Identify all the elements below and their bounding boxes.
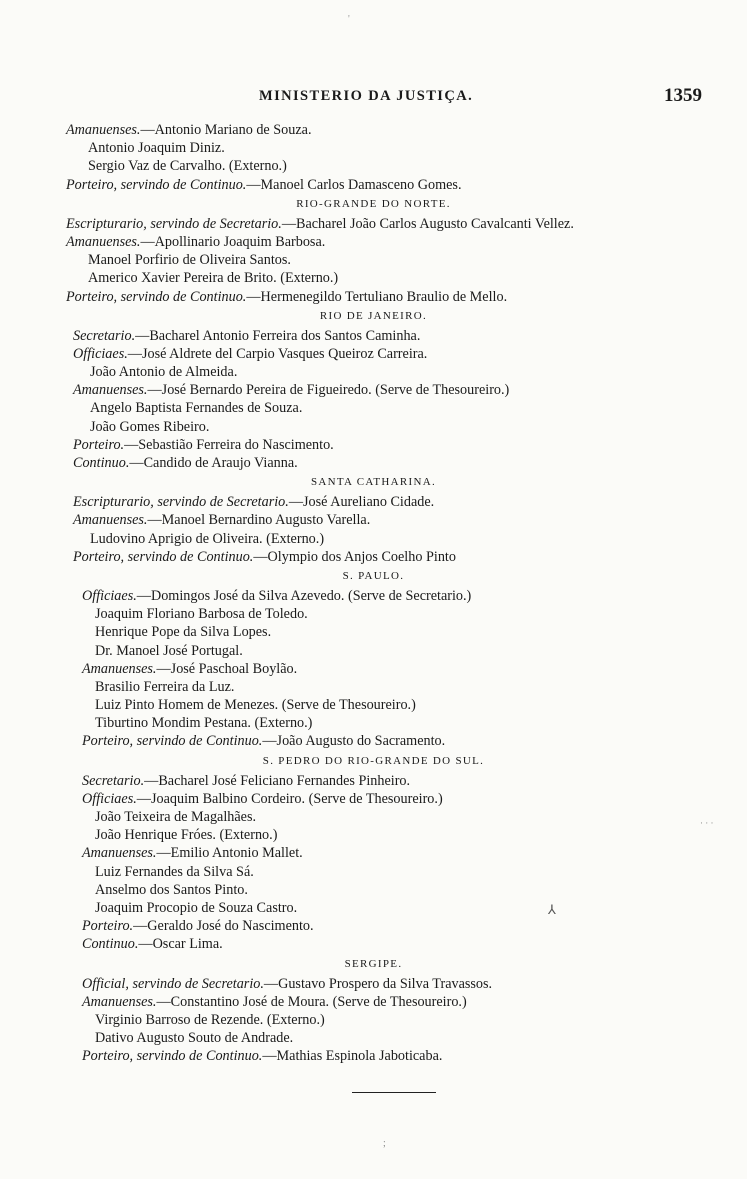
roster-line: Americo Xavier Pereira de Brito. (Externo.) bbox=[88, 270, 339, 287]
roster-line: Brasilio Ferreira da Luz. bbox=[95, 678, 235, 695]
roster-line: Continuo.—Candido de Araujo Vianna. bbox=[73, 455, 298, 471]
section-heading: S. PAULO. bbox=[342, 569, 405, 582]
roster-line: Porteiro, servindo de Continuo.—Olympio dos Anjos Coelho Pinto bbox=[73, 548, 456, 565]
section-heading: RIO-GRANDE DO NORTE. bbox=[296, 197, 451, 210]
roster-line: Secretario.—Bacharel Antonio Ferreira dos Santos Caminha. bbox=[73, 327, 421, 344]
roster-line: Tiburtino Mondim Pestana. (Externo.) bbox=[95, 715, 313, 732]
roster-line: Henrique Pope da Silva Lopes. bbox=[95, 624, 272, 641]
roster-line: Porteiro, servindo de Continuo.—Mathias Espinola Jaboticaba. bbox=[82, 1048, 443, 1065]
roster-line: Ludovino Aprigio de Oliveira. (Externo.) bbox=[90, 530, 325, 547]
roster-line: Virginio Barroso de Rezende. (Externo.) bbox=[95, 1011, 325, 1028]
section-heading: SANTA CATHARINA. bbox=[310, 476, 437, 489]
roster-line: Joaquim Floriano Barbosa de Toledo. bbox=[95, 606, 308, 623]
roster-line: João Gomes Ribeiro. bbox=[90, 418, 210, 435]
print-speck: ⅄ bbox=[548, 902, 556, 917]
print-speck: ' bbox=[348, 14, 350, 25]
page-title: MINISTERIO DA JUSTIÇA. bbox=[259, 88, 474, 104]
roster-line: Amanuenses.—Antonio Mariano de Souza. bbox=[66, 122, 312, 138]
roster-line: Sergio Vaz de Carvalho. (Externo.) bbox=[88, 158, 287, 175]
roster-line: Dr. Manoel José Portugal. bbox=[95, 642, 243, 659]
roster-line: Amanuenses.—Emilio Antonio Mallet. bbox=[82, 845, 303, 862]
roster-line: Dativo Augusto Souto de Andrade. bbox=[95, 1030, 294, 1047]
roster-line: Manoel Porfirio de Oliveira Santos. bbox=[88, 252, 291, 269]
roster-line: Officiaes.—Domingos José da Silva Azevedo. (Serve de Secretario.) bbox=[82, 587, 472, 604]
roster-line: João Antonio de Almeida. bbox=[90, 364, 238, 381]
page-header bbox=[0, 85, 747, 112]
page-number: 1359 bbox=[664, 85, 702, 106]
roster-line: Antonio Joaquim Diniz. bbox=[88, 140, 225, 157]
roster-line: Officiaes.—José Aldrete del Carpio Vasques Queiroz Carreira. bbox=[73, 345, 428, 362]
roster-line: Continuo.—Oscar Lima. bbox=[82, 936, 223, 953]
section-heading: RIO DE JANEIRO. bbox=[319, 309, 428, 322]
roster-line: Official, servindo de Secretario.—Gustavo Prospero da Silva Travassos. bbox=[82, 975, 493, 992]
section-heading: SERGIPE. bbox=[344, 957, 403, 970]
print-speck: · · · bbox=[700, 818, 714, 828]
roster-line: Luiz Pinto Homem de Menezes. (Serve de Thesoureiro.) bbox=[95, 697, 416, 714]
roster-line: João Teixeira de Magalhães. bbox=[95, 809, 257, 825]
roster-line: Amanuenses.—José Paschoal Boylão. bbox=[82, 660, 298, 677]
roster-line: Angelo Baptista Fernandes de Souza. bbox=[90, 400, 303, 417]
roster-line: Porteiro, servindo de Continuo.—Manoel Carlos Damasceno Gomes. bbox=[66, 176, 462, 193]
roster-line: Porteiro.—Sebastião Ferreira do Nascimento. bbox=[73, 436, 334, 453]
roster-line: Amanuenses.—Constantino José de Moura. (Serve de Thesoureiro.) bbox=[82, 993, 467, 1010]
roster-line: Porteiro.—Geraldo José do Nascimento. bbox=[82, 918, 314, 935]
roster-line: Amanuenses.—Manoel Bernardino Augusto Varella. bbox=[73, 512, 371, 529]
roster-line: Escripturario, servindo de Secretario.—José Aureliano Cidade. bbox=[73, 494, 435, 511]
roster-line: Porteiro, servindo de Continuo.—João Augusto do Sacramento. bbox=[82, 733, 446, 750]
roster-line: Porteiro, servindo de Continuo.—Hermenegildo Tertuliano Braulio de Mello. bbox=[66, 288, 508, 305]
roster-line: Joaquim Procopio de Souza Castro. bbox=[95, 899, 298, 916]
roster-line: Escripturario, servindo de Secretario.—Bacharel João Carlos Augusto Cavalcanti Vellez. bbox=[66, 215, 574, 232]
roster-body bbox=[0, 121, 747, 1065]
roster-line: Amanuenses.—José Bernardo Pereira de Figueiredo. (Serve de Thesoureiro.) bbox=[73, 382, 510, 399]
roster-line: Amanuenses.—Apollinario Joaquim Barbosa. bbox=[66, 233, 326, 250]
section-heading: S. PEDRO DO RIO-GRANDE DO SUL. bbox=[262, 754, 485, 767]
roster-line: Anselmo dos Santos Pinto. bbox=[95, 881, 248, 898]
roster-line: Secretario.—Bacharel José Feliciano Fernandes Pinheiro. bbox=[82, 772, 411, 789]
print-speck: ; bbox=[383, 1138, 386, 1149]
roster-line: Luiz Fernandes da Silva Sá. bbox=[95, 863, 254, 880]
roster-line: João Henrique Fróes. (Externo.) bbox=[95, 827, 278, 844]
end-rule bbox=[352, 1092, 436, 1093]
roster-line: Officiaes.—Joaquim Balbino Cordeiro. (Serve de Thesoureiro.) bbox=[82, 790, 443, 807]
